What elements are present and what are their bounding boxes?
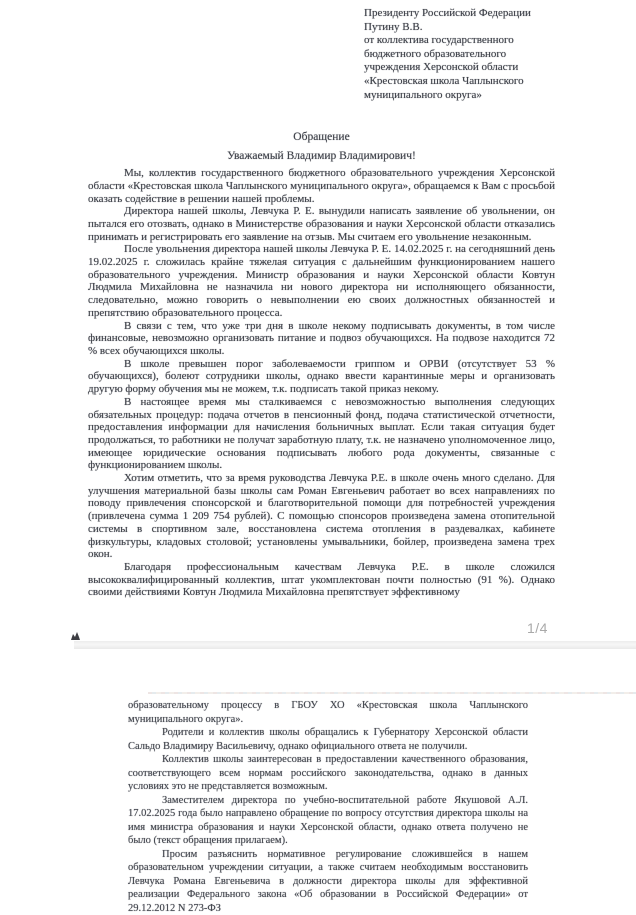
paragraph: Мы, коллектив государственного бюджетного образовательного учреждения Херсонской области «Крестовская школа Чаплынского муниципального округа», обращаемся к Вам с просьбой оказать содействие в решении нашей проблемы. bbox=[88, 167, 555, 205]
addressee-line: «Крестовская школа Чаплынского bbox=[364, 75, 550, 89]
page-edge-divider bbox=[74, 641, 636, 649]
paragraph: В связи с тем, что уже три дня в школе некому подписывать документы, в том числе финансовые, невозможно организовать питание и подвоз обучающихся. На подвозе находится 72 % всех обучающихся школы. bbox=[88, 320, 555, 358]
paragraph: Коллектив школы заинтересован в предоставлении качественного образования, соответствующего всем нормам российского законодательства, однако в данных условиях это не представляется возможным. bbox=[128, 753, 528, 794]
paragraph: Просим разъяснить нормативное регулирование сложившейся в нашем образовательном учреждении ситуации, а также считаем необходимым восстановить Левчука Романа Евгеньевича в должности директора школы для эффективной реализации Федерального закона «Об образовании в Российской Федерации» от 29.12.2012 N 273-ФЗ bbox=[128, 848, 528, 915]
paragraph: В школе превышен порог заболеваемости гриппом и ОРВИ (отсутствует 53 % обучающихся), болеют сотрудники школы, однако ввести карантинные меры и организовать другую форму обучения мы не можем, т.к. подписать такой приказ некому. bbox=[88, 358, 555, 396]
paragraph: Родители и коллектив школы обращались к Губернатору Херсонской области Сальдо Владимиру Васильевичу, однако официального ответа не получили. bbox=[128, 726, 528, 753]
addressee-line: Президенту Российской Федерации bbox=[364, 7, 550, 21]
paragraph: Хотим отметить, что за время руководства Левчука Р.Е. в школе очень много сделано. Для улучшения материальной базы школы сам Роман Евгеньевич работает во всех направлениях по поводу привлечения спонсорской и благотворительной помощи для потребностей учреждения (привлечена сумма 1 209 754 рублей). С помощью спонсоров произведена замена отопительной системы в спортивном зале, восстановлена система отопления в раздевалках, кабинете физкультуры, кладовых столовой; установлены умывальники, бойлер, произведена замена трех окон. bbox=[88, 472, 555, 561]
addressee-line: бюджетного образовательного bbox=[364, 48, 550, 62]
paragraph: Заместителем директора по учебно-воспитательной работе Якушовой А.Л. 17.02.2025 года было направлено обращение по вопросу отсутствия директора школы на имя министра образования и науки Херсонской области, однако ответа получено не было (текст обращения прилагаем). bbox=[128, 794, 528, 848]
addressee-block bbox=[364, 7, 550, 102]
salutation: Уважаемый Владимир Владимирович! bbox=[88, 150, 555, 162]
paragraph: Благодаря профессиональным качествам Левчука Р.Е. в школе сложился высококвалифицированный коллектив, штат укомплектован почти полностью (91 %). Однако своими действиями Ковтун Людмила Михайловна препятствует эффективному bbox=[88, 561, 555, 599]
paragraph: В настоящее время мы сталкиваемся с невозможностью выполнения следующих обязательных процедур: подача отчетов в пенсионный фонд, подача статистической отчетности, предоставления информации для начисления больничных выплат. Если такая ситуация будет продолжаться, то работники не получат заработную плату, т.к. не назначено уполномоченное лицо, имеющее юридические основания подписывать любого рода документы, связанные с функционированием школы. bbox=[88, 396, 555, 472]
addressee-line: от коллектива государственного bbox=[364, 34, 550, 48]
paragraph: Директора нашей школы, Левчука Р. Е. вынудили написать заявление об увольнении, он пытался его отозвать, однако в Министерстве образования и науки Херсонской области отказались принимать и регистрировать его заявление на отзыв. Мы считаем его увольнение незаконным. bbox=[88, 205, 555, 243]
page-2-top-edge bbox=[148, 692, 636, 694]
addressee-line: учреждения Херсонской области bbox=[364, 61, 550, 75]
page-1-scan bbox=[88, 7, 555, 599]
addressee-line: Путину В.В. bbox=[364, 21, 550, 35]
page-number-indicator: 1/4 bbox=[527, 620, 548, 636]
page-2-scan bbox=[128, 699, 528, 915]
paragraph: образовательному процессу в ГБОУ ХО «Крестовская школа Чаплынского муниципального округа». bbox=[128, 699, 528, 726]
paragraph: После увольнения директора нашей школы Левчука Р. Е. 14.02.2025 г. на сегодняшний день 19.02.2025 г. сложилась крайне тяжелая ситуация с дальнейшим функционированием нашего образовательного учреждения. Министр образования и науки Херсонской области Ковтун Людмила Михайловна не назначила ни нового директора ни исполняющего обязанности, следовательно, можно говорить о невыполнении ею своих должностных обязанностей и препятствию образовательного процесса. bbox=[88, 243, 555, 319]
cursor-artifact-icon bbox=[71, 632, 80, 640]
addressee-line: муниципального округа» bbox=[364, 89, 550, 103]
document-title: Обращение bbox=[88, 131, 555, 143]
